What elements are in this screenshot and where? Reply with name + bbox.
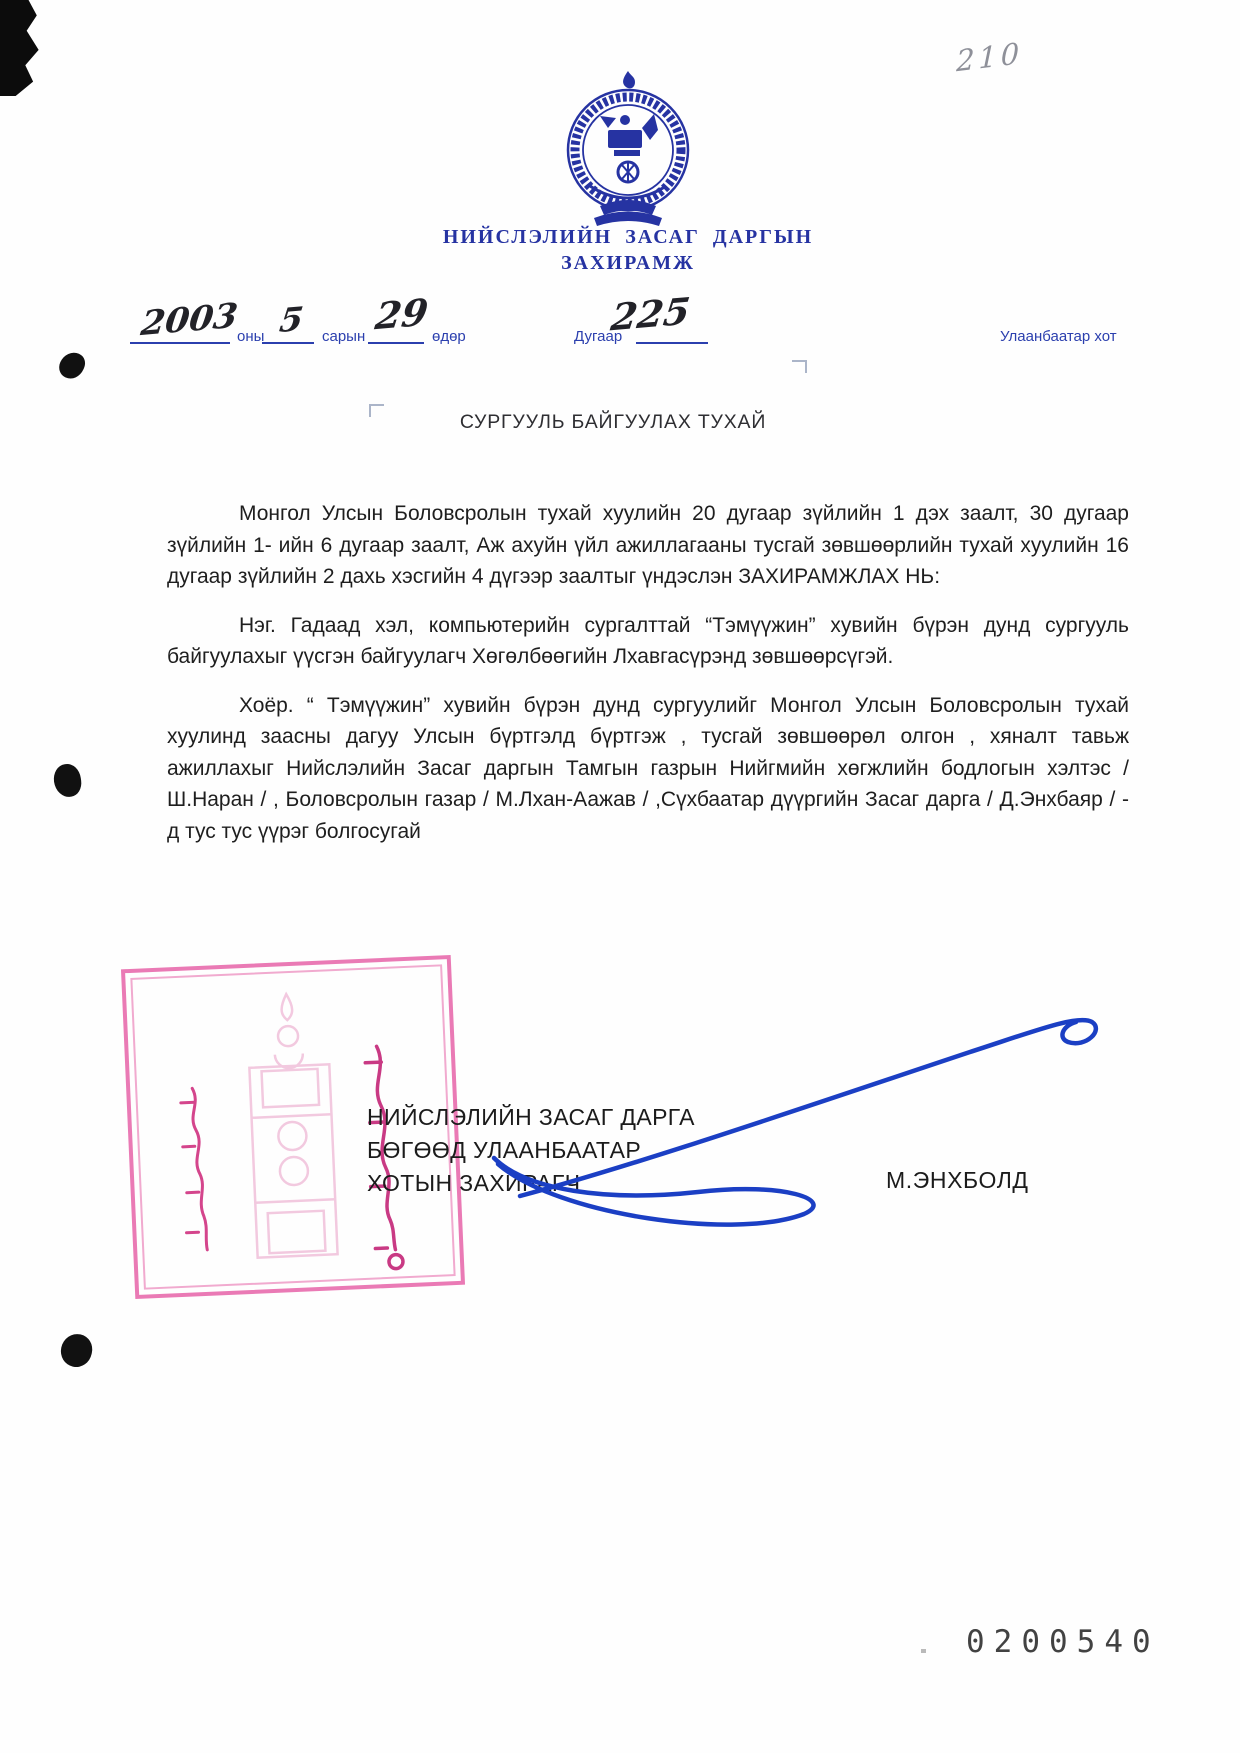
signatory-title-block — [367, 1101, 695, 1200]
document-title: СУРГУУЛЬ БАЙГУУЛАХ ТУХАЙ — [459, 411, 767, 433]
signatory-title-line1: НИЙСЛЭЛИЙН ЗАСАГ ДАРГА — [367, 1104, 695, 1130]
day-label: өдөр — [432, 328, 466, 345]
mongolia-state-emblem-icon — [552, 68, 704, 230]
handwritten-page-number: 210 — [955, 35, 1024, 79]
crop-mark-right — [792, 360, 807, 373]
handwritten-year: 2003 — [138, 295, 240, 345]
margin-mark-3 — [58, 1331, 95, 1370]
month-label: сарын — [322, 328, 366, 345]
registry-stamp-number: 0200540 — [966, 1624, 1160, 1660]
preamble-paragraph: Монгол Улсын Боловсролын тухай хуулийн 20 дугаар зүйлийн 1 дэх заалт, 30 дугаар зүйлийн 1- ийн 6 дугаар заалт, Аж ахуйн үйл ажиллагааны тусгай зөвшөөрлийн тухай хуулийн 16 дугаар зүйлийн 2 дахь хэсгийн 4 дүгээр заалтыг үндэслэн ЗАХИРАМЖЛАХ НЬ: — [167, 502, 1129, 588]
clause-two-paragraph: Хоёр. “ Тэмүүжин” хувийн бүрэн дунд сургуулийг Монгол Улсын Боловсролын тухай хуулинд заасны дагуу Улсын бүртгэлд бүртгэж , тусгай зөвшөөрөл олгон , хяналт тавьж ажиллахыг Нийслэлийн Засаг даргын Тамгын газрын Нийгмийн хөгжлийн бодлогын хэлтэс / Ш.Наран / , Боловсролын газар / М.Лхан-Аажав / ,Сүхбаатар дүүргийн Засаг дарга / Д.Энхбаяр / - д тус тус үүрэг болгосугай — [167, 693, 1129, 843]
clause-one-paragraph: Нэг. Гадаад хэл, компьютерийн сургалттай “Тэмүүжин” хувийн бүрэн дунд сургууль байгуулахыг үүсгэн байгуулагч Хөгөлбөөгийн Лхавгасүрэнд зөвшөөрсүгэй. — [167, 613, 1129, 668]
document-type: ЗАХИРАМЖ — [561, 252, 695, 274]
year-underline — [130, 342, 230, 344]
decree-body — [167, 498, 1129, 864]
scan-artifact-top-left — [0, 0, 46, 96]
day-underline — [368, 342, 424, 344]
number-underline — [636, 342, 708, 344]
handwritten-day: 29 — [372, 289, 431, 339]
stamp-soyombo-figure — [246, 992, 337, 1257]
number-label: Дугаар — [574, 328, 623, 345]
signatory-name: М.ЭНХБОЛД — [886, 1167, 1029, 1193]
signatory-title-line3: ХОТЫН ЗАХИРАГЧ — [367, 1170, 581, 1196]
issuing-authority-header — [378, 224, 878, 276]
month-underline — [262, 342, 314, 344]
stamp-script-left — [180, 1088, 207, 1251]
year-label: оны — [237, 328, 265, 345]
handwritten-decree-number: 225 — [608, 288, 693, 340]
handwritten-month: 5 — [277, 299, 306, 340]
city-label: Улаанбаатар хот — [1000, 328, 1117, 345]
margin-mark-1 — [56, 348, 89, 382]
signatory-title-line2: БӨГӨӨД УЛААНБААТАР — [367, 1137, 642, 1163]
authority-name: НИЙСЛЭЛИЙН ЗАСАГ ДАРГЫН — [442, 226, 814, 248]
margin-mark-2 — [52, 762, 83, 798]
registry-dot-mark — [921, 1649, 926, 1653]
